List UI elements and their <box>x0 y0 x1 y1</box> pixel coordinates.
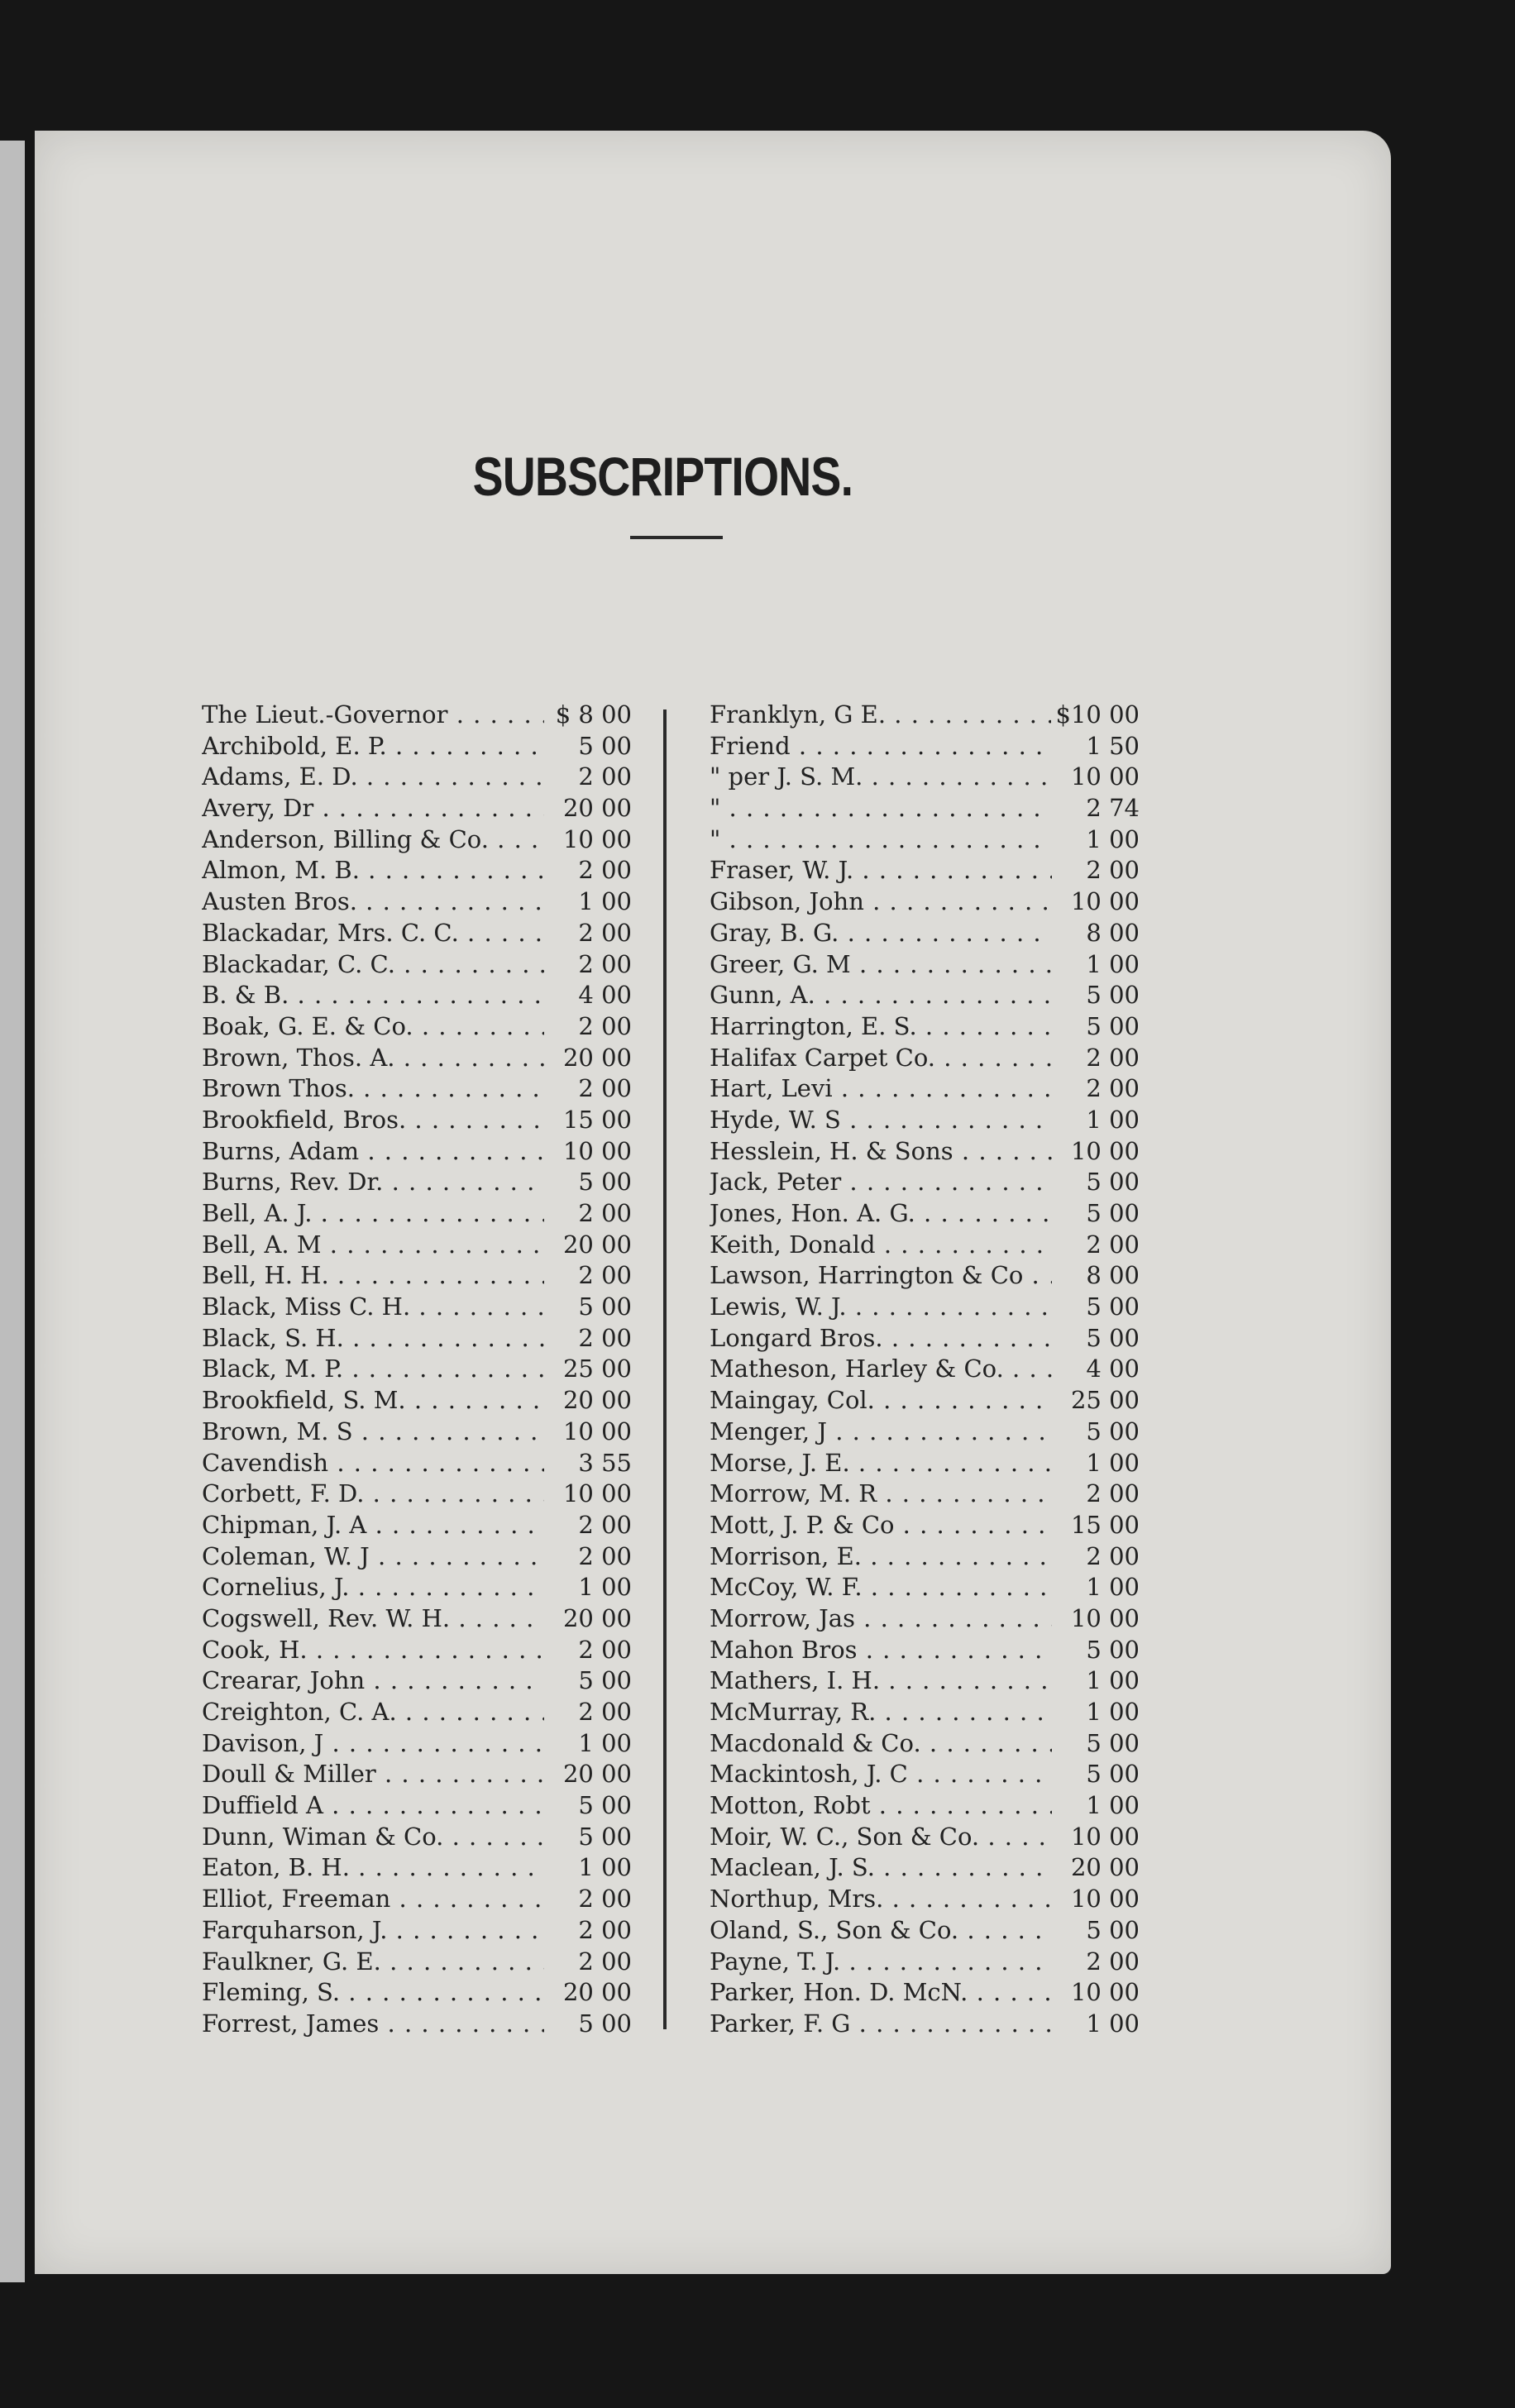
subscription-amount: 8 00 <box>1052 1260 1140 1292</box>
subscription-row <box>202 1572 632 1603</box>
subscription-row <box>202 1635 632 1666</box>
subscription-row <box>202 1448 632 1479</box>
subscription-row <box>202 1043 632 1074</box>
subscription-amount: 10 00 <box>1052 1822 1140 1853</box>
subscription-amount: 20 00 <box>544 1043 632 1074</box>
subscription-amount: 10 00 <box>1052 762 1140 793</box>
subscriber-name: Coleman, W. J . . . <box>202 1541 544 1573</box>
subscriber-name: Avery, Dr . . . <box>202 793 544 824</box>
subscriber-name: Elliot, Freeman . . . <box>202 1884 544 1915</box>
subscription-amount: 25 00 <box>544 1354 632 1385</box>
subscription-amount: 2 00 <box>544 918 632 949</box>
subscriber-name: Friend . . . <box>710 731 1052 762</box>
subscription-row <box>710 793 1140 824</box>
subscription-row <box>710 1665 1140 1697</box>
subscription-row <box>202 1759 632 1790</box>
subscription-row <box>202 1417 632 1448</box>
subscriber-name: Bell, H. H. . . . <box>202 1260 544 1292</box>
subscription-amount: 10 00 <box>1052 1977 1140 2009</box>
subscription-row <box>710 1977 1140 2009</box>
subscriber-name: Brookfield, Bros. . . . <box>202 1105 544 1136</box>
subscription-amount: 2 00 <box>544 1947 632 1978</box>
subscriber-name: Brown Thos. . . . <box>202 1073 544 1105</box>
subscription-amount: 1 00 <box>1052 1697 1140 1728</box>
subscription-row <box>202 1603 632 1635</box>
subscriber-name: Brown, Thos. A. . . . <box>202 1043 544 1074</box>
subscriber-name: " . . . <box>710 824 1052 856</box>
subscription-amount: 2 00 <box>544 1011 632 1043</box>
subscription-row <box>202 1915 632 1947</box>
subscription-amount: 20 00 <box>544 1759 632 1790</box>
subscriber-name: Payne, T. J. . . . <box>710 1947 1052 1978</box>
subscription-row <box>710 1448 1140 1479</box>
subscription-amount: 2 00 <box>544 762 632 793</box>
subscription-amount: 1 00 <box>544 1572 632 1603</box>
subscriber-name: Mahon Bros . . . <box>710 1635 1052 1666</box>
subscriber-name: Cornelius, J. . . . <box>202 1572 544 1603</box>
subscription-amount: 20 00 <box>544 1230 632 1261</box>
subscription-amount: 5 00 <box>544 1167 632 1198</box>
subscription-row <box>202 1292 632 1323</box>
subscriber-name: Matheson, Harley & Co. . . . <box>710 1354 1052 1385</box>
subscription-amount: 2 00 <box>1052 1230 1140 1261</box>
subscriber-name: Austen Bros. . . . <box>202 886 544 918</box>
subscription-row <box>202 1011 632 1043</box>
subscription-amount: 10 00 <box>544 1136 632 1168</box>
subscriber-name: Macdonald & Co. . . . <box>710 1728 1052 1760</box>
subscription-amount: 15 00 <box>1052 1510 1140 1541</box>
subscriber-name: Chipman, J. A . . . <box>202 1510 544 1541</box>
subscription-amount: 5 00 <box>544 1292 632 1323</box>
subscription-row <box>202 980 632 1011</box>
subscription-amount: 20 00 <box>544 1603 632 1635</box>
subscription-amount: 2 00 <box>544 1541 632 1573</box>
subscription-row <box>710 1292 1140 1323</box>
subscription-row <box>710 855 1140 886</box>
subscriber-name: Black, Miss C. H. . . . <box>202 1292 544 1323</box>
subscriber-name: Menger, J . . . <box>710 1417 1052 1448</box>
subscriber-name: Burns, Adam . . . <box>202 1136 544 1168</box>
subscription-amount: 4 00 <box>1052 1354 1140 1385</box>
subscriber-name: Harrington, E. S. . . . <box>710 1011 1052 1043</box>
subscription-row <box>710 949 1140 981</box>
subscription-row <box>202 2009 632 2040</box>
subscription-row <box>710 1354 1140 1385</box>
subscription-row <box>710 1635 1140 1666</box>
subscription-amount: 10 00 <box>1052 1136 1140 1168</box>
subscription-row <box>710 1011 1140 1043</box>
subscriber-name: Almon, M. B. . . . <box>202 855 544 886</box>
subscription-amount: 5 00 <box>544 2009 632 2040</box>
subscription-row <box>710 1510 1140 1541</box>
subscriber-name: Greer, G. M . . . <box>710 949 1052 981</box>
subscription-amount: 5 00 <box>544 731 632 762</box>
subscription-amount: 2 00 <box>1052 1541 1140 1573</box>
subscription-row <box>710 1947 1140 1978</box>
subscription-row <box>202 855 632 886</box>
subscription-row <box>710 1260 1140 1292</box>
subscriber-name: Burns, Rev. Dr. . . . <box>202 1167 544 1198</box>
subscriber-name: Archibold, E. P. . . . <box>202 731 544 762</box>
subscription-amount: 3 55 <box>544 1448 632 1479</box>
subscription-row <box>710 1230 1140 1261</box>
subscription-row <box>202 918 632 949</box>
subscription-amount: 5 00 <box>1052 1292 1140 1323</box>
subscription-row <box>202 1790 632 1822</box>
subscriber-name: McMurray, R. . . . <box>710 1697 1052 1728</box>
subscriber-name: Fraser, W. J. . . . <box>710 855 1052 886</box>
subscription-amount: 10 00 <box>544 824 632 856</box>
subscriber-name: Lawson, Harrington & Co . . . <box>710 1260 1052 1292</box>
subscription-row <box>710 1884 1140 1915</box>
subscription-amount: 1 00 <box>544 1852 632 1884</box>
subscription-amount: 8 00 <box>1052 918 1140 949</box>
subscriber-name: Morrison, E. . . . <box>710 1541 1052 1573</box>
subscription-amount: 2 00 <box>1052 1947 1140 1978</box>
subscriber-name: Corbett, F. D. . . . <box>202 1479 544 1510</box>
subscription-row <box>710 762 1140 793</box>
subscriber-name: Gray, B. G. . . . <box>710 918 1052 949</box>
subscriber-name: Forrest, James . . . <box>202 2009 544 2040</box>
subscriber-name: McCoy, W. F. . . . <box>710 1572 1052 1603</box>
subscription-row <box>202 1167 632 1198</box>
subscription-amount: 1 00 <box>1052 824 1140 856</box>
subscription-amount: 2 00 <box>544 949 632 981</box>
subscriber-name: Black, M. P. . . . <box>202 1354 544 1385</box>
subscription-row <box>202 1728 632 1760</box>
subscriptions-right-column <box>710 700 1140 2040</box>
subscription-row <box>710 1136 1140 1168</box>
subscription-row <box>710 1385 1140 1417</box>
subscription-amount: 1 00 <box>544 1728 632 1760</box>
subscription-row <box>710 1541 1140 1573</box>
subscriber-name: Mackintosh, J. C . . . <box>710 1759 1052 1790</box>
subscription-row <box>710 886 1140 918</box>
subscription-amount: 1 00 <box>544 886 632 918</box>
subscriber-name: Parker, Hon. D. McN. . . . <box>710 1977 1052 2009</box>
subscriber-name: Maclean, J. S. . . . <box>710 1852 1052 1884</box>
subscriber-name: Bell, A. J. . . . <box>202 1198 544 1230</box>
subscription-row <box>710 824 1140 856</box>
subscriber-name: Bell, A. M . . . <box>202 1230 544 1261</box>
subscription-amount: 20 00 <box>544 1385 632 1417</box>
subscription-row <box>710 700 1140 731</box>
subscription-amount: 2 00 <box>544 1697 632 1728</box>
subscription-amount: 5 00 <box>1052 1323 1140 1354</box>
subscription-row <box>710 1198 1140 1230</box>
subscriber-name: Creighton, C. A. . . . <box>202 1697 544 1728</box>
subscriber-name: Brown, M. S . . . <box>202 1417 544 1448</box>
subscription-amount: 5 00 <box>544 1822 632 1853</box>
subscriber-name: Blackadar, C. C. . . . <box>202 949 544 981</box>
subscriber-name: Morrow, M. R . . . <box>710 1479 1052 1510</box>
subscriptions-left-column <box>202 700 632 2040</box>
subscriber-name: Gunn, A. . . . <box>710 980 1052 1011</box>
subscription-row <box>710 1915 1140 1947</box>
subscriber-name: The Lieut.-Governor . . . <box>202 700 544 731</box>
subscription-amount: 5 00 <box>1052 1198 1140 1230</box>
subscriber-name: Cavendish . . . <box>202 1448 544 1479</box>
subscriber-name: Motton, Robt . . . <box>710 1790 1052 1822</box>
subscription-amount: 1 00 <box>1052 949 1140 981</box>
subscription-amount: 1 00 <box>1052 1105 1140 1136</box>
subscription-amount: 1 00 <box>1052 1572 1140 1603</box>
subscription-row <box>202 949 632 981</box>
subscription-amount: 5 00 <box>544 1790 632 1822</box>
subscriber-name: Hyde, W. S . . . <box>710 1105 1052 1136</box>
subscription-amount: 5 00 <box>1052 980 1140 1011</box>
subscription-amount: $ 8 00 <box>544 700 632 731</box>
subscriber-name: Jack, Peter . . . <box>710 1167 1052 1198</box>
subscription-row <box>202 886 632 918</box>
subscriber-name: Eaton, B. H. . . . <box>202 1852 544 1884</box>
subscription-amount: 2 00 <box>1052 1073 1140 1105</box>
subscription-amount: 2 00 <box>544 1884 632 1915</box>
subscription-row <box>710 1822 1140 1853</box>
subscriber-name: Jones, Hon. A. G. . . . <box>710 1198 1052 1230</box>
subscription-row <box>710 1759 1140 1790</box>
subscriber-name: " . . . <box>710 793 1052 824</box>
subscriber-name: Adams, E. D. . . . <box>202 762 544 793</box>
subscriber-name: Cogswell, Rev. W. H. . . . <box>202 1603 544 1635</box>
subscription-amount: 10 00 <box>1052 886 1140 918</box>
subscription-row <box>202 1479 632 1510</box>
subscription-amount: 2 00 <box>544 1510 632 1541</box>
subscriber-name: Duffield A . . . <box>202 1790 544 1822</box>
subscriber-name: Mathers, I. H. . . . <box>710 1665 1052 1697</box>
subscriber-name: Hesslein, H. & Sons . . . <box>710 1136 1052 1168</box>
subscription-amount: 5 00 <box>1052 1417 1140 1448</box>
subscription-amount: 2 00 <box>1052 855 1140 886</box>
subscription-row <box>710 731 1140 762</box>
heading-rule <box>630 536 723 539</box>
subscription-row <box>710 1479 1140 1510</box>
subscription-amount: 10 00 <box>1052 1603 1140 1635</box>
subscription-amount: 2 00 <box>544 855 632 886</box>
subscription-row <box>202 1073 632 1105</box>
subscription-amount: 1 00 <box>1052 1790 1140 1822</box>
subscriber-name: Doull & Miller . . . <box>202 1759 544 1790</box>
subscription-row <box>710 1073 1140 1105</box>
subscription-row <box>202 762 632 793</box>
subscription-row <box>710 1105 1140 1136</box>
subscription-row <box>202 700 632 731</box>
subscriber-name: " per J. S. M. . . . <box>710 762 1052 793</box>
subscription-amount: 5 00 <box>1052 1011 1140 1043</box>
subscriber-name: B. & B. . . . <box>202 980 544 1011</box>
subscription-amount: 20 00 <box>544 1977 632 2009</box>
subscription-row <box>202 1977 632 2009</box>
subscription-amount: 5 00 <box>1052 1759 1140 1790</box>
subscription-row <box>202 1822 632 1853</box>
subscription-row <box>202 1136 632 1168</box>
subscriber-name: Moir, W. C., Son & Co. . . . <box>710 1822 1052 1853</box>
subscription-row <box>202 1198 632 1230</box>
subscription-row <box>710 918 1140 949</box>
subscription-amount: 5 00 <box>1052 1728 1140 1760</box>
column-divider <box>663 710 667 2029</box>
subscriber-name: Gibson, John . . . <box>710 886 1052 918</box>
subscription-row <box>202 1323 632 1354</box>
subscriber-name: Crearar, John . . . <box>202 1665 544 1697</box>
subscriber-name: Franklyn, G E. . . . <box>710 700 1051 731</box>
subscription-amount: 15 00 <box>544 1105 632 1136</box>
subscriber-name: Anderson, Billing & Co. . . . <box>202 824 544 856</box>
subscription-row <box>202 1697 632 1728</box>
subscription-amount: 5 00 <box>1052 1635 1140 1666</box>
subscriber-name: Faulkner, G. E. . . . <box>202 1947 544 1978</box>
subscription-amount: $10 00 <box>1051 700 1140 731</box>
subscription-amount: 1 00 <box>1052 1665 1140 1697</box>
subscriber-name: Fleming, S. . . . <box>202 1977 544 2009</box>
subscription-row <box>202 731 632 762</box>
subscription-row <box>710 1603 1140 1635</box>
subscription-row <box>202 1510 632 1541</box>
subscription-amount: 2 00 <box>544 1198 632 1230</box>
subscription-amount: 2 00 <box>544 1260 632 1292</box>
subscription-row <box>202 824 632 856</box>
subscription-row <box>202 1947 632 1978</box>
subscription-row <box>202 1105 632 1136</box>
facing-page-edge <box>0 141 25 2282</box>
subscription-row <box>202 1884 632 1915</box>
subscriber-name: Davison, J . . . <box>202 1728 544 1760</box>
subscription-row <box>202 793 632 824</box>
subscription-row <box>710 1167 1140 1198</box>
subscriber-name: Cook, H. . . . <box>202 1635 544 1666</box>
subscription-row <box>710 1790 1140 1822</box>
page-heading: SUBSCRIPTIONS. <box>472 446 853 507</box>
subscription-amount: 1 00 <box>1052 1448 1140 1479</box>
subscription-row <box>710 1697 1140 1728</box>
subscriber-name: Maingay, Col. . . . <box>710 1385 1052 1417</box>
subscription-amount: 2 00 <box>1052 1043 1140 1074</box>
subscriber-name: Lewis, W. J. . . . <box>710 1292 1052 1323</box>
subscription-amount: 5 00 <box>1052 1167 1140 1198</box>
subscriber-name: Northup, Mrs. . . . <box>710 1884 1052 1915</box>
subscriber-name: Longard Bros. . . . <box>710 1323 1052 1354</box>
subscription-amount: 25 00 <box>1052 1385 1140 1417</box>
subscription-row <box>710 1852 1140 1884</box>
subscription-row <box>710 980 1140 1011</box>
subscription-amount: 4 00 <box>544 980 632 1011</box>
subscription-amount: 20 00 <box>1052 1852 1140 1884</box>
subscriber-name: Boak, G. E. & Co. . . . <box>202 1011 544 1043</box>
subscription-amount: 1 50 <box>1052 731 1140 762</box>
subscriber-name: Hart, Levi . . . <box>710 1073 1052 1105</box>
subscription-amount: 1 00 <box>1052 2009 1140 2040</box>
subscription-row <box>710 1728 1140 1760</box>
subscriber-name: Mott, J. P. & Co . . . <box>710 1510 1052 1541</box>
subscription-amount: 5 00 <box>544 1665 632 1697</box>
subscription-amount: 20 00 <box>544 793 632 824</box>
subscriber-name: Morse, J. E. . . . <box>710 1448 1052 1479</box>
subscriber-name: Halifax Carpet Co. . . . <box>710 1043 1052 1074</box>
subscription-amount: 10 00 <box>544 1417 632 1448</box>
subscriber-name: Black, S. H. . . . <box>202 1323 544 1354</box>
subscription-row <box>202 1852 632 1884</box>
subscriber-name: Oland, S., Son & Co. . . . <box>710 1915 1052 1947</box>
subscription-amount: 2 00 <box>544 1915 632 1947</box>
subscription-row <box>202 1385 632 1417</box>
subscriber-name: Morrow, Jas . . . <box>710 1603 1052 1635</box>
subscription-amount: 10 00 <box>1052 1884 1140 1915</box>
subscription-row <box>710 1323 1140 1354</box>
subscription-row <box>202 1230 632 1261</box>
subscription-amount: 2 00 <box>544 1323 632 1354</box>
subscription-row <box>710 2009 1140 2040</box>
subscription-row <box>202 1354 632 1385</box>
subscription-amount: 2 00 <box>544 1635 632 1666</box>
subscription-amount: 2 74 <box>1052 793 1140 824</box>
subscriber-name: Parker, F. G . . . <box>710 2009 1052 2040</box>
subscription-row <box>202 1541 632 1573</box>
subscription-amount: 10 00 <box>544 1479 632 1510</box>
subscription-amount: 5 00 <box>1052 1915 1140 1947</box>
subscription-row <box>710 1572 1140 1603</box>
subscriber-name: Dunn, Wiman & Co. . . . <box>202 1822 544 1853</box>
subscription-amount: 2 00 <box>544 1073 632 1105</box>
subscription-row <box>202 1260 632 1292</box>
subscription-row <box>710 1417 1140 1448</box>
subscription-row <box>710 1043 1140 1074</box>
subscriber-name: Keith, Donald . . . <box>710 1230 1052 1261</box>
subscription-row <box>202 1665 632 1697</box>
subscriber-name: Brookfield, S. M. . . . <box>202 1385 544 1417</box>
subscriber-name: Farquharson, J. . . . <box>202 1915 544 1947</box>
subscription-amount: 2 00 <box>1052 1479 1140 1510</box>
subscriber-name: Blackadar, Mrs. C. C. . . . <box>202 918 544 949</box>
